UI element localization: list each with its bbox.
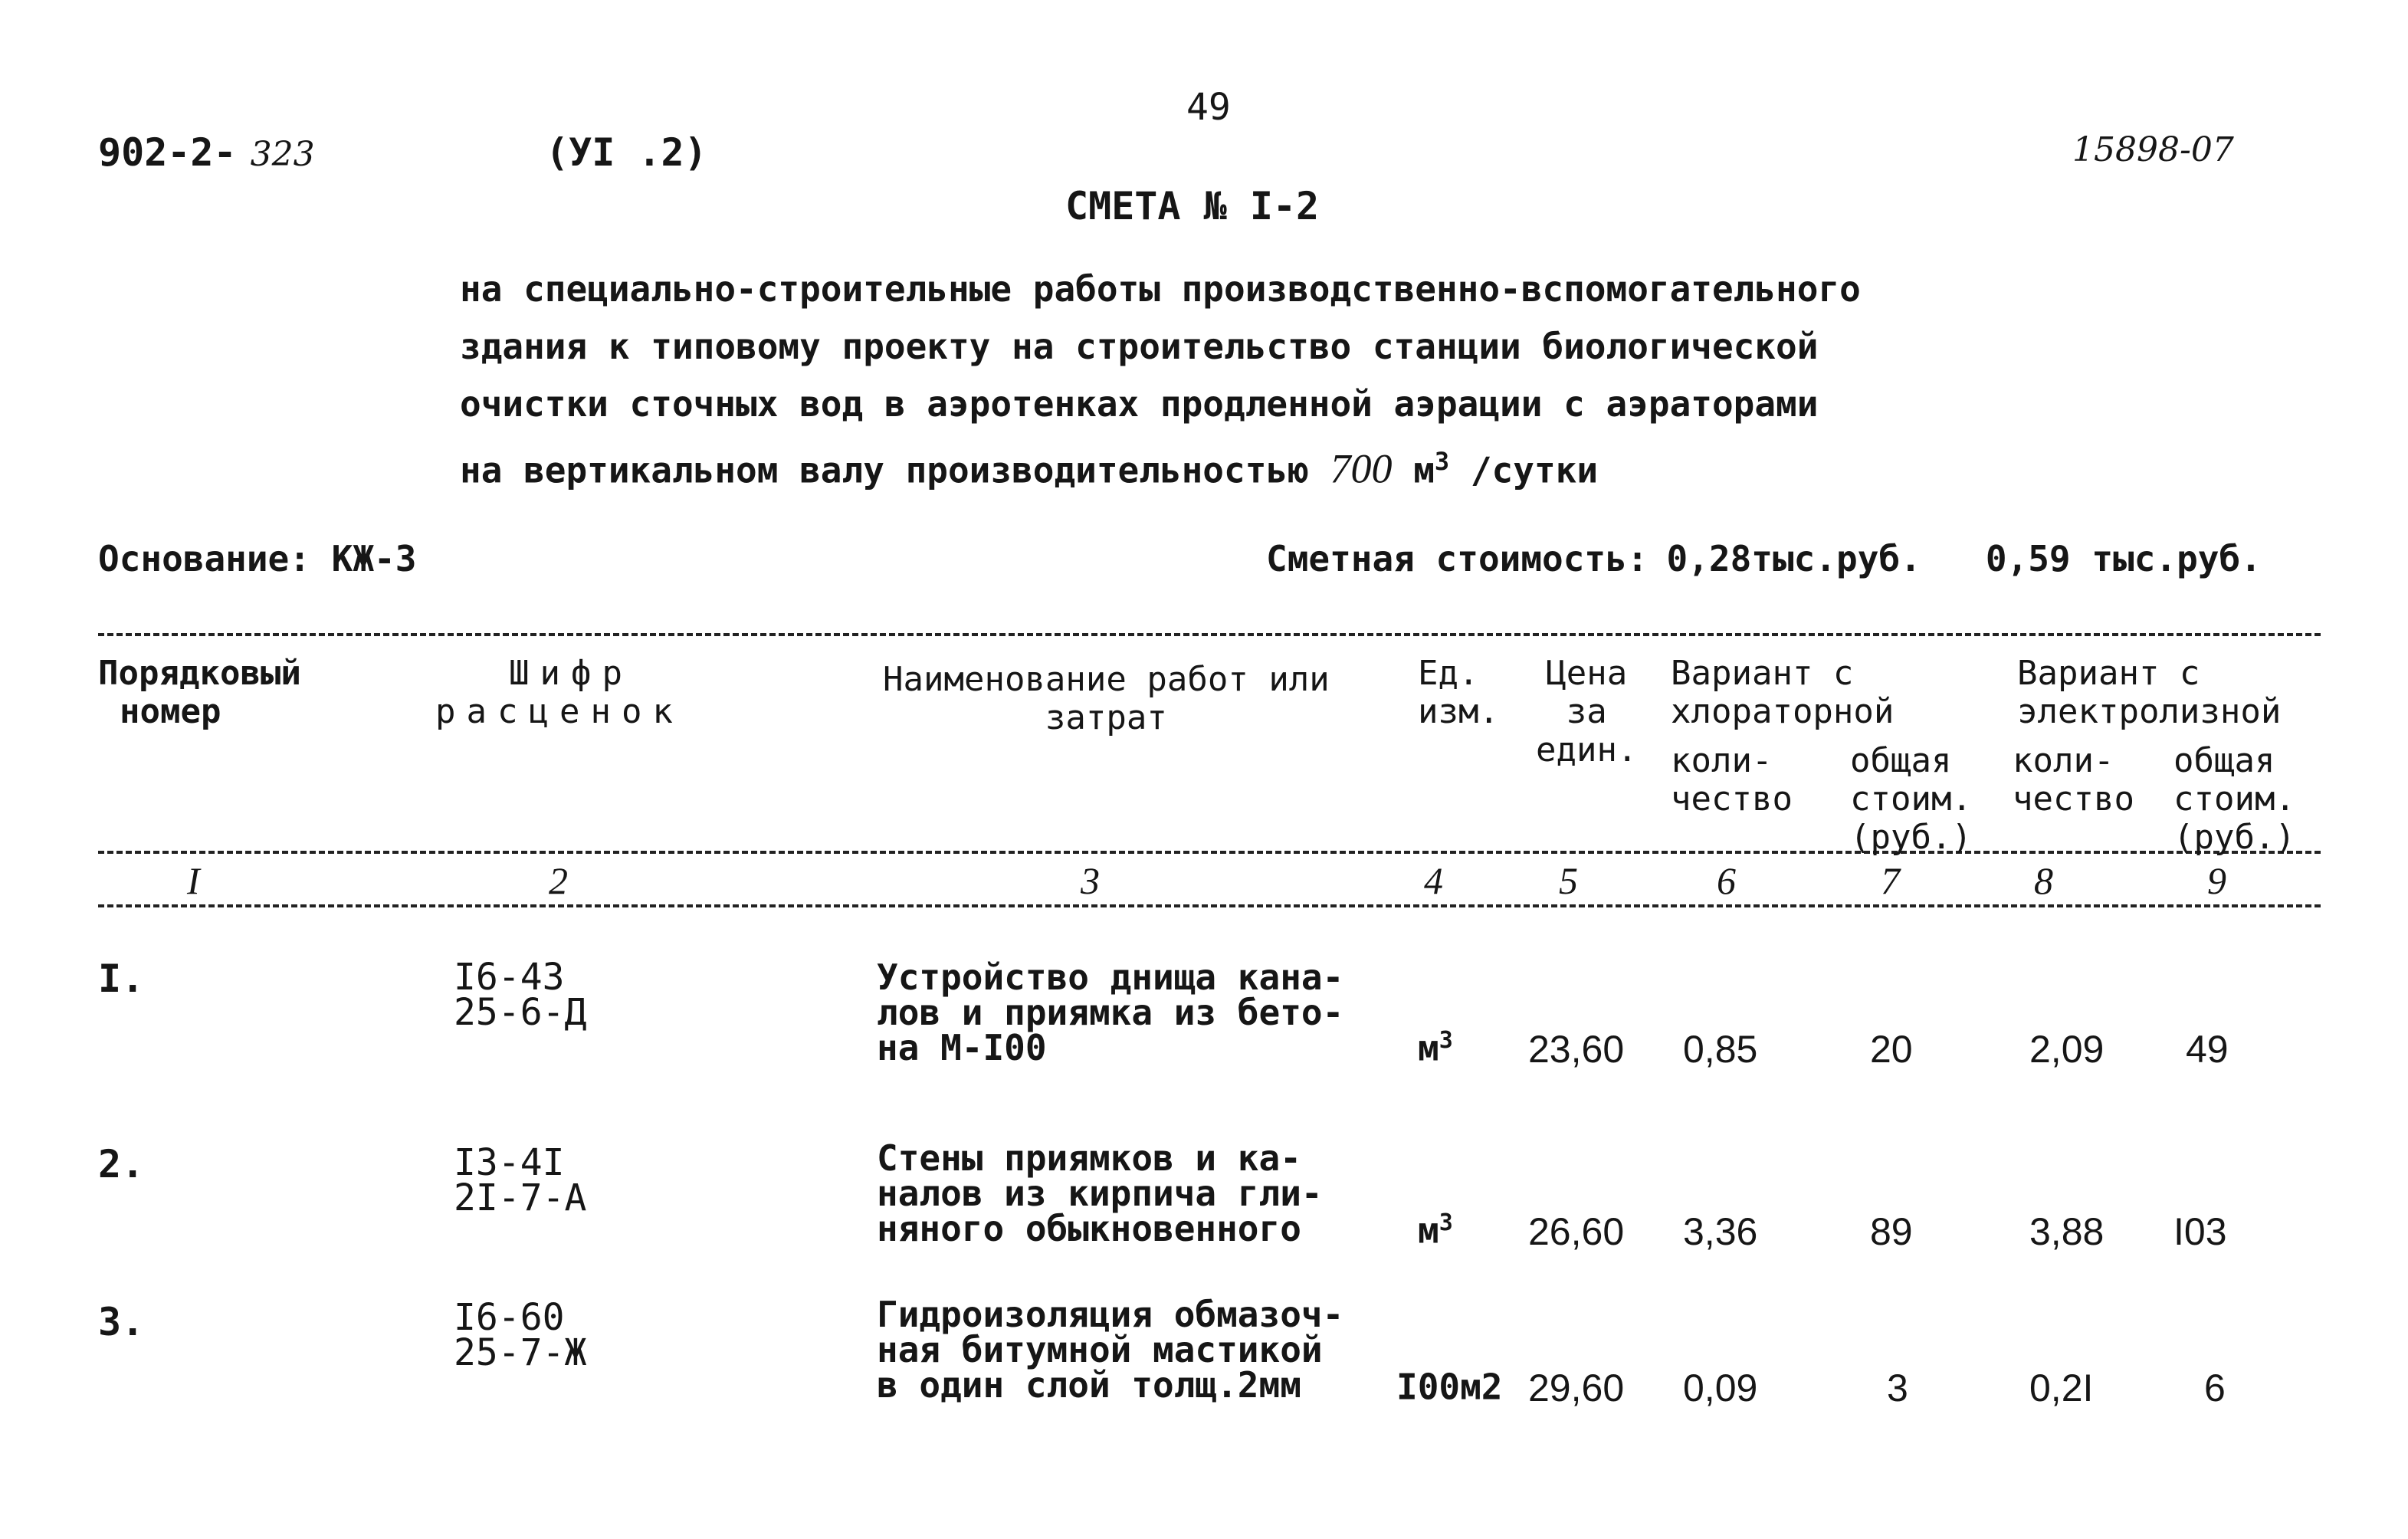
handwritten-stamp: 15898-07 bbox=[2072, 130, 2234, 169]
estimated-cost bbox=[1266, 538, 2262, 579]
basis-label: Основание: КЖ-3 bbox=[98, 538, 417, 579]
description-line-3: очистки сточных вод в аэротенках продленной аэрации с аэраторами bbox=[460, 383, 1819, 425]
row-3-quantity-1: 0,09 bbox=[1683, 1367, 1758, 1409]
row-3-code: I6-60 25-7-Ж bbox=[454, 1296, 587, 1374]
row-2-number: 2. bbox=[98, 1142, 145, 1186]
row-2-unit: $м^3$ bbox=[1418, 1209, 1453, 1252]
row-1-price: 23,60 bbox=[1528, 1028, 1625, 1071]
header-variant-chlorinator: Вариант с хлораторной bbox=[1671, 654, 1895, 731]
row-2-quantity-1: 3,36 bbox=[1683, 1210, 1758, 1253]
document-code-printed: 902-2- bbox=[98, 130, 237, 175]
header-unit: Ед. изм. bbox=[1418, 654, 1499, 731]
row-1-cost-1: 20 bbox=[1870, 1028, 1913, 1071]
row-3-unit: I00м2 bbox=[1396, 1366, 1503, 1408]
row-2-cost-2: I03 bbox=[2173, 1210, 2227, 1253]
column-number-9: 9 bbox=[2207, 859, 2226, 902]
row-3-price: 29,60 bbox=[1528, 1367, 1625, 1409]
row-2-code: I3-4I 2I-7-А bbox=[454, 1141, 587, 1219]
document-code bbox=[98, 130, 315, 175]
description-line-4 bbox=[460, 433, 2054, 499]
estimated-cost-label: Сметная стоимость: bbox=[1266, 538, 1649, 579]
header-total-1: общая стоим. (руб.) bbox=[1850, 741, 1972, 857]
column-number-8: 8 bbox=[2034, 859, 2053, 902]
header-unit-price: Цена за един. bbox=[1536, 654, 1638, 770]
column-number-3: 3 bbox=[1081, 859, 1100, 902]
estimated-cost-value-2: 0,59 тыс.руб. bbox=[1985, 538, 2262, 579]
row-2-price: 26,60 bbox=[1528, 1210, 1625, 1253]
column-number-6: 6 bbox=[1717, 859, 1736, 902]
row-1-quantity-2: 2,09 bbox=[2029, 1028, 2105, 1071]
row-1-number: I. bbox=[98, 957, 145, 1001]
column-number-1: I bbox=[187, 859, 200, 902]
row-2-cost-1: 89 bbox=[1870, 1210, 1913, 1253]
column-numbers-rule bbox=[98, 904, 2321, 907]
document-code-handwritten: 323 bbox=[250, 135, 315, 174]
row-3-name: Гидроизоляция обмазоч- ная битумной мастикой в один слой толщ.2мм bbox=[877, 1294, 1344, 1406]
row-3-cost-2: 6 bbox=[2204, 1367, 2226, 1409]
estimate-description bbox=[460, 261, 2054, 499]
row-2-name: Стены приямков и ка- налов из кирпича гли- няного обыкновенного bbox=[877, 1137, 1323, 1249]
description-line-4-text: на вертикальном валу производительностью bbox=[460, 449, 1309, 491]
header-order-number: Порядковый номер bbox=[98, 654, 301, 731]
capacity-amount: 700 bbox=[1330, 445, 1393, 492]
header-total-2: общая стоим. (руб.) bbox=[2173, 741, 2295, 857]
row-1-quantity-1: 0,85 bbox=[1683, 1028, 1758, 1071]
row-2-quantity-2: 3,88 bbox=[2029, 1210, 2105, 1253]
header-variant-electrolysis: Вариант с электролизной bbox=[2017, 654, 2282, 731]
estimated-cost-value-1: 0,28тыс.руб. bbox=[1666, 538, 1921, 579]
estimate-title: СМЕТА № I-2 bbox=[1065, 184, 1320, 228]
header-quantity-1: коли- чество bbox=[1671, 741, 1793, 819]
table-top-rule bbox=[98, 633, 2321, 636]
description-line-2: здания к типовому проекту на строительство станции биологической bbox=[460, 326, 1819, 367]
header-rate-code: Шифр расценок bbox=[435, 654, 684, 731]
column-number-5: 5 bbox=[1559, 859, 1578, 902]
row-1-unit: $м^3$ bbox=[1418, 1027, 1453, 1069]
row-3-cost-1: 3 bbox=[1887, 1367, 1908, 1409]
header-work-name: Наименование работ или затрат bbox=[883, 660, 1330, 737]
row-1-code: I6-43 25-6-Д bbox=[454, 956, 587, 1034]
page-number: 49 bbox=[1186, 86, 1231, 129]
capacity-unit-exponent: 3 bbox=[1434, 447, 1450, 476]
column-number-4: 4 bbox=[1424, 859, 1443, 902]
row-3-quantity-2: 0,2I bbox=[2029, 1367, 2094, 1409]
column-number-2: 2 bbox=[549, 859, 568, 902]
row-3-number: 3. bbox=[98, 1300, 145, 1344]
description-line-1: на специально-строительные работы производственно-вспомогательного bbox=[460, 268, 1861, 310]
row-1-cost-2: 49 bbox=[2186, 1028, 2229, 1071]
row-1-name: Устройство днища кана- лов и приямка из бето- на М-I00 bbox=[877, 957, 1344, 1068]
capacity-unit: м bbox=[1413, 449, 1435, 491]
section-code: (УI .2) bbox=[546, 130, 707, 175]
capacity-per-day: /сутки bbox=[1470, 449, 1599, 491]
column-number-7: 7 bbox=[1881, 859, 1900, 902]
header-bottom-rule bbox=[98, 851, 2321, 854]
header-quantity-2: коли- чество bbox=[2013, 741, 2134, 819]
